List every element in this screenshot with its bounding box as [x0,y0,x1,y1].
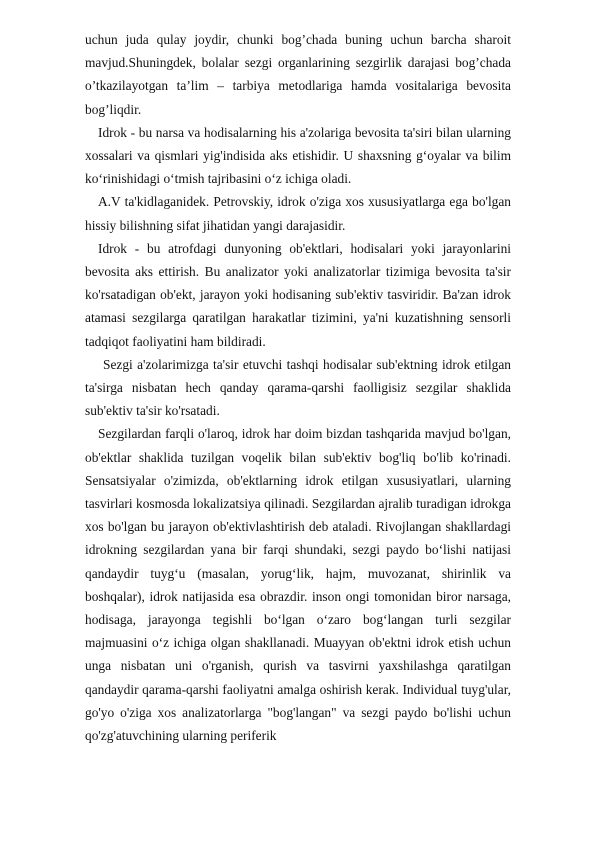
document-page [85,28,511,747]
paragraph-2: Idrok - bu narsa va hodisalarning his a'zolariga bevosita ta'siri bilan ularning xossalari va qismlari yig'indisida aks etishidir. U shaxsning g‘oyalar va bilim ko‘rinishidagi o‘tmish tajribasini o‘z ichiga oladi. [85,124,511,187]
paragraph-3: A.V ta'kidlaganidek. Petrovskiy, idrok o'ziga xos xususiyatlarga ega bo'lgan hissiy bilishning sifat jihatidan yangi darajasidir. [85,194,511,233]
paragraph-1: uchun juda qulay joydir, chunki bog’chada buning uchun barcha sharoit mavjud.Shuningdek, bolalar sezgi organlarining sezgirlik darajasi bog’chada o’tkazilayotgan ta’lim – tarbiya metodlariga hamda vositalariga bevosita bog’liqdir. [85,32,511,117]
paragraph-6: Sezgilardan farqli o'laroq, idrok har doim bizdan tashqarida mavjud bo'lgan, ob'ektlar shaklida tuzilgan voqelik bilan sub'ektiv bog'liq bo'lib ko'rinadi. Sensatsiyalar o'zimizda, ob'ektlarning idrok etilgan xususiyatlari, ularning tasvirlari kosmosda lokalizatsiya qilinadi. Sezgilardan ajralib turadigan idrokga xos bo'lgan bu jarayon ob'ektivlashtirish deb ataladi. Rivojlangan shakllardagi idrokning sezgilardan yana bir farqi shundaki, sezgi paydo bo‘lishi natijasi qandaydir tuyg‘u (masalan, yorug‘lik, hajm, muvozanat, shirinlik va boshqalar), idrok natijasida esa obrazdir. inson ongi tomonidan biror narsaga, hodisaga, jarayonga tegishli bo‘lgan o‘zaro bog‘langan turli sezgilar majmuasini o‘z ichiga olgan shakllanadi. Muayyan ob'ektni idrok etish uchun unga nisbatan uni o'rganish, qurish va tasvirni yaxshilashga qaratilgan qandaydir qarama-qarshi faoliyatni amalga oshirish kerak. Individual tuyg'ular, go'yo o'ziga xos analizatorlarga "bog'langan" va sezgi paydo bo'lishi uchun qo'zg'atuvchining ularning periferik [85,426,511,744]
paragraph-4: Idrok - bu atrofdagi dunyoning ob'ektlari, hodisalari yoki jarayonlarini bevosita aks ettirish. Bu analizator yoki analizatorlar tizimiga bevosita ta'sir ko'rsatadigan ob'ekt, jarayon yoki hodisaning sub'ektiv tasviridir. Ba'zan idrok atamasi sezgilarga qaratilgan harakatlar tizimini, ya'ni kuzatishning sensorli tadqiqot faoliyatini ham bildiradi. [85,240,511,349]
paragraph-5: Sezgi a'zolarimizga ta'sir etuvchi tashqi hodisalar sub'ektning idrok etilgan ta'sirga nisbatan hech qanday qarama-qarshi faolligisiz sezgilar shaklida sub'ektiv ta'sir ko'rsatadi. [85,356,511,419]
